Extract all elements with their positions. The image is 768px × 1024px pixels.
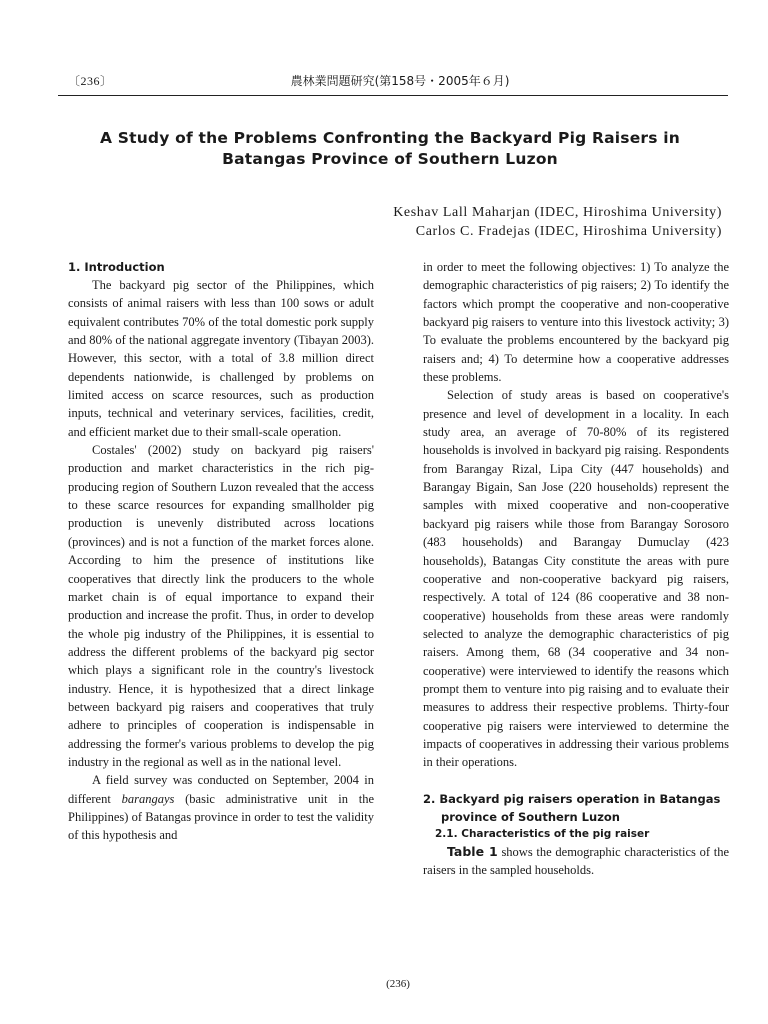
page-bracket-number: 〔236〕	[68, 74, 113, 88]
intro-paragraph-1: The backyard pig sector of the Philippines, which consists of animal raisers with less than 100 sows or adult equivalent contributes 70% of the total domestic pork supply and 80% of the national aggregate inventory (Tibayan 2003). However, this sector, with a total of 3.8 million direct dependents nationwide, is challenged by problems on limited access on scarce resources, such as production inputs, technical and veterinary services, facilities, credit, and efficient market due to their small-scale operation.	[68, 278, 374, 439]
intro-paragraph-2: Costales' (2002) study on backyard pig raisers' production and market characteristics in the rich pig-producing region of Southern Luzon revealed that the access to these scarce resources for expanding smallholder pig production is unevenly distributed across locations (provinces) and is not a function of the market forces alone. According to him the presence of institutions like cooperatives that directly link the producers to the whole market chain is of equal importance to expand their production and increase the profit. Thus, in order to develop the whole pig industry of the Philippines, it is essential to address the different problems of the backyard pig sector which plays a significant role in the country's livestock industry. Hence, it is hypothesized that a direct linkage between backyard pig raisers and cooperatives that truly adhere to principles of cooperation is indispensable in addressing the former's various problems to develop the pig industry in the regional as well as in the national level.	[68, 443, 374, 769]
title-line-1: A Study of the Problems Confronting the Backyard Pig Raisers in	[99, 129, 681, 147]
author-block	[393, 203, 722, 241]
page-number-footer: (236)	[386, 978, 410, 990]
objectives-paragraph: in order to meet the following objectives: 1) To analyze the demographic characteristics of pig raisers; 2) To identify the factors which prompt the cooperative and non-cooperative backyard pig raisers to venture into this livestock activity; 3) To evaluate the problems encountered by the backyard pig raisers and; 4) To determine how a cooperative addresses these problems.	[423, 260, 729, 385]
study-area-paragraph: Selection of study areas is based on cooperative's presence and level of development in a locality. In each study area, an average of 70-80% of its registered households is involved in backyard pig raising. Respondents from Barangay Rizal, Lipa City (447 households) and Barangay Bigain, San Jose (220 households) represent the samples with mixed cooperative and non-cooperative backyard pig raisers while those from Barangay Sorosoro (483 households) and Barangay Dumuclay (423 households), Batangas City constitute the areas with pure cooperative and non-cooperative backyard pig raisers, respectively. A total of 124 (86 cooperative and 38 non-cooperative) households from these areas were randomly selected to analyze the demographic characteristics of pig raisers. Among them, 68 (34 cooperative and 34 non-cooperative) were interviewed to identify the reasons which prompt them to venture into pig raising and to evaluate their measures to address their respective problems. Thirty-four cooperative pig raisers were interviewed to determine the impacts of cooperatives in addressing their various problems in their operations.	[423, 388, 729, 770]
journal-header: 農林業問題研究(第158号・2005年６月)	[290, 74, 510, 88]
header-rule	[58, 95, 728, 96]
left-column	[68, 258, 374, 845]
paper-title	[60, 128, 720, 170]
subsection-heading-2-1: 2.1. Characteristics of the pig raiser	[435, 827, 650, 840]
intro-p3-text-b: (basic administrative unit in the Philippines) of Batangas province in order to test the validity of this hypothesis and	[68, 791, 374, 843]
author-1: Keshav Lall Maharjan (IDEC, Hiroshima University)	[393, 205, 722, 220]
title-line-2: Batangas Province of Southern Luzon	[222, 150, 558, 168]
right-column	[423, 258, 729, 879]
table1-paragraph-text: shows the demographic characteristics of the raisers in the sampled households.	[423, 844, 729, 877]
intro-p3-text-a: A field survey was conducted on September, 2004 in different	[68, 773, 374, 806]
table-1-reference: Table 1	[447, 843, 498, 859]
section-heading-introduction: 1. Introduction	[68, 260, 165, 274]
intro-paragraph-3	[68, 771, 374, 844]
section-heading-2: 2. Backyard pig raisers operation in Batangas province of Southern Luzon	[423, 791, 721, 824]
author-2: Carlos C. Fradejas (IDEC, Hiroshima University)	[415, 224, 722, 239]
table1-paragraph	[423, 843, 729, 880]
intro-p3-italic: barangays	[121, 791, 175, 806]
